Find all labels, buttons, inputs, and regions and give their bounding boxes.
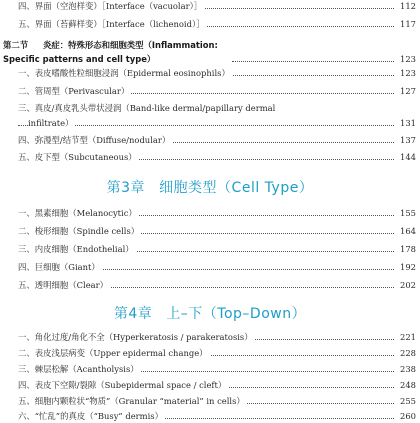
chapter-title: 细胞类型（Cell Type） — [159, 180, 314, 196]
toc-page-number: 255 — [394, 394, 416, 408]
toc-entry-text: 五、皮下型（Subcutaneous） — [18, 152, 137, 162]
toc-entry — [0, 224, 420, 238]
toc-entry — [0, 66, 420, 80]
toc-entry-text: 四、弥漫型/结节型（Diffuse/nodular） — [18, 135, 171, 145]
toc-entry-continuation — [0, 116, 420, 130]
section-heading-page-row — [0, 52, 420, 66]
toc-entry — [0, 260, 420, 274]
toc-page-number: 117 — [394, 17, 416, 31]
toc-entry-text: 五、透明细胞（Clear） — [18, 280, 109, 290]
toc-entry — [0, 17, 420, 31]
chapter-title: 上–下（Top–Down） — [166, 306, 307, 322]
toc-entry — [0, 133, 420, 147]
toc-entry-text: 一、角化过度/角化不全（Hyperkeratosis / parakeratosis） — [18, 332, 253, 342]
toc-entry-text: 三、真皮/真皮乳头带状浸润（Band-like dermal/papillary dermal — [18, 103, 276, 113]
toc-entry — [0, 378, 420, 392]
chapter-number: 第4章 — [113, 306, 153, 322]
toc-entry-text: 二、管周型（Perivascular） — [18, 86, 130, 96]
section-number: 第二节 — [3, 40, 29, 50]
toc-entry — [0, 101, 420, 115]
toc-entry — [0, 346, 420, 360]
section-title-line1: 炎症：特殊形态和细胞类型（Inflammation: — [43, 40, 218, 50]
toc-page-number: 144 — [394, 150, 416, 164]
toc-page-number: 238 — [394, 362, 416, 376]
toc-page-number: 112 — [394, 0, 416, 13]
dot-leader — [232, 61, 398, 62]
toc-entry-text: 五、界面（苔藓样变）［Interface（lichenoid）］ — [18, 19, 205, 29]
chapter-number: 第3章 — [106, 180, 146, 196]
toc-entry-text: 二、梭形细胞（Spindle cells） — [18, 226, 140, 236]
toc-entry-text: infiltrate） — [28, 118, 74, 128]
toc-page-number: 248 — [394, 378, 416, 392]
section-title-line2: Specific patterns and cell type） — [3, 54, 156, 64]
toc-entry-text: 四、巨细胞（Giant） — [18, 262, 100, 272]
toc-entry-text: 四、界面（空泡样变）［Interface（vacuolar）］ — [18, 1, 203, 11]
toc-entry — [0, 150, 420, 164]
toc-page-number: 155 — [394, 206, 416, 220]
toc-entry-text: 六、“忙乱”的真皮（“Busy” dermis） — [18, 411, 163, 421]
toc-page-number: 228 — [394, 346, 416, 360]
toc-entry — [0, 409, 420, 423]
chapter-heading — [0, 177, 420, 197]
toc-entry — [0, 206, 420, 220]
toc-page-number: 202 — [394, 278, 416, 292]
toc-entry-text: 三、内皮细胞（Endothelial） — [18, 244, 134, 254]
chapter-heading — [0, 303, 420, 323]
toc-page-number: 137 — [394, 133, 416, 147]
toc-page-number: 123 — [394, 52, 416, 66]
toc-entry — [0, 0, 420, 13]
toc-entry-text: 三、棘层松解（Acantholysis） — [18, 364, 139, 374]
toc-entry-text: 一、表皮嗜酸性粒细胞浸润（Epidermal eosinophils） — [18, 68, 230, 78]
toc-entry-text: 五、细胞内颗粒状“物质”（Granular “material” in cells） — [18, 396, 245, 406]
toc-entry — [0, 242, 420, 256]
toc-entry — [0, 394, 420, 408]
toc-entry — [0, 362, 420, 376]
toc-page-number: 260 — [394, 409, 416, 423]
toc-page-number: 178 — [394, 242, 416, 256]
toc-entry-text: 四、表皮下空隙/裂隙（Subepidermal space / cleft） — [18, 380, 227, 390]
toc-page-number: 123 — [394, 66, 416, 80]
toc-page-number: 127 — [394, 84, 416, 98]
toc-page-number: 221 — [394, 330, 416, 344]
toc-entry — [0, 330, 420, 344]
toc-page-number: 164 — [394, 224, 416, 238]
toc-entry — [0, 278, 420, 292]
toc-entry-text: 一、黑素细胞（Melanocytic） — [18, 208, 137, 218]
toc-entry — [0, 84, 420, 98]
toc-page-number: 131 — [394, 116, 416, 130]
toc-page-number: 192 — [394, 260, 416, 274]
toc-entry-text: 二、表皮浅层病变（Upper epidermal change） — [18, 348, 208, 358]
